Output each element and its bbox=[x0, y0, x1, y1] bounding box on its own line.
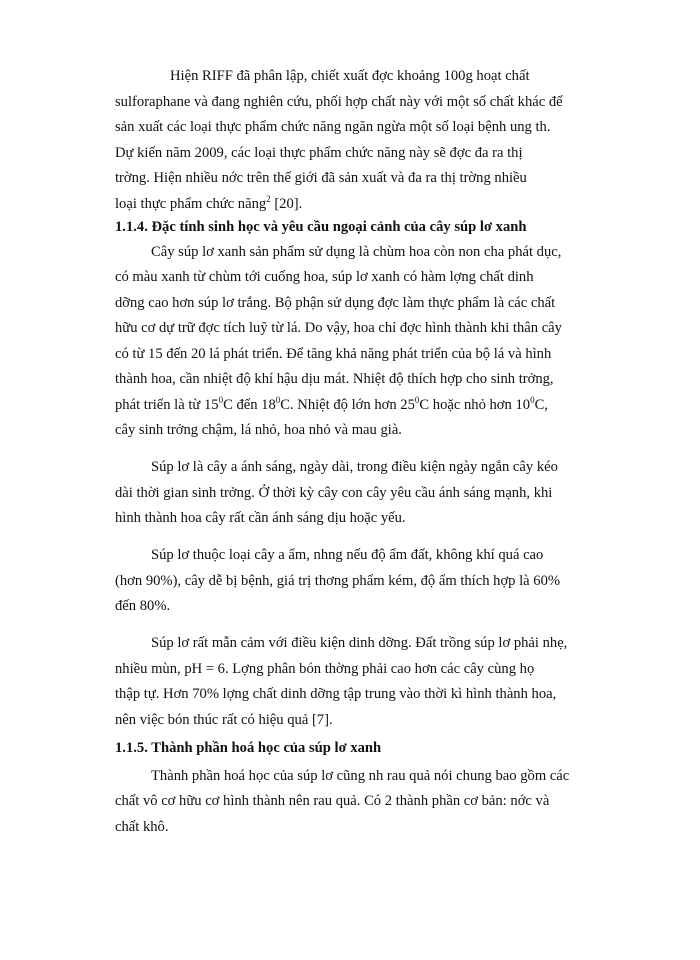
text-span: C. Nhiệt độ lớn hơn 25 bbox=[280, 397, 415, 413]
text-span: phát triển là từ 15 bbox=[115, 397, 219, 413]
text-span: C, bbox=[534, 397, 548, 413]
superscript: 0 bbox=[275, 395, 281, 406]
text-line: Thành phần hoá học của súp lơ cũng nh rau quả nói chung bao gồm các bbox=[151, 768, 570, 784]
text-line bbox=[115, 192, 635, 218]
text-line: nhiều mùn, pH = 6. Lợng phân bón thờng phải cao hơn các cây cùng họ bbox=[115, 661, 535, 677]
text-line: sản xuất các loại thực phẩm chức năng ngăn ngừa một số loại bệnh ung th. bbox=[115, 119, 551, 135]
text-line bbox=[115, 393, 635, 419]
text-line: cây sinh trởng chậm, lá nhỏ, hoa nhỏ và mau già. bbox=[115, 422, 402, 438]
text-span: C đến 18 bbox=[223, 397, 276, 413]
section-heading-1-1-5: 1.1.5. Thành phần hoá học của súp lơ xanh bbox=[115, 740, 382, 756]
text-line: Súp lơ thuộc loại cây a ẩm, nhng nếu độ ẩm đất, không khí quá cao bbox=[151, 547, 544, 563]
text-span: loại thực phẩm chức năng bbox=[115, 196, 267, 212]
text-line: Cây súp lơ xanh sản phẩm sử dụng là chùm hoa còn non cha phát dục, bbox=[151, 244, 562, 260]
text-line: chất vô cơ hữu cơ hình thành nên rau quả. Có 2 thành phần cơ bản: nớc và bbox=[115, 793, 550, 809]
text-line: Hiện RIFF đã phân lập, chiết xuất đợc khoảng 100g hoạt chất bbox=[170, 68, 530, 84]
text-span: C hoặc nhỏ hơn 10 bbox=[419, 397, 531, 413]
text-line: Dự kiến năm 2009, các loại thực phẩm chức năng này sẽ đợc đa ra thị bbox=[115, 145, 523, 161]
superscript: 0 bbox=[414, 395, 420, 406]
text-line: (hơn 90%), cây dễ bị bệnh, giá trị thơng phẩm kém, độ ẩm thích hợp là 60% bbox=[115, 573, 561, 589]
text-line: dỡng cao hơn súp lơ trắng. Bộ phận sử dụng đợc làm thực phẩm là các chất bbox=[115, 295, 556, 311]
text-line: có từ 15 đến 20 lá phát triển. Để tăng khả năng phát triển của bộ lá và hình bbox=[115, 346, 552, 362]
section-heading-1-1-4: 1.1.4. Đặc tính sinh học và yêu cầu ngoại cảnh của cây súp lơ xanh bbox=[115, 219, 527, 235]
text-line: sulforaphane và đang nghiên cứu, phối hợp chất này với một số chất khác để bbox=[115, 94, 563, 110]
text-line: thành hoa, cần nhiệt độ khí hậu dịu mát. Nhiệt độ thích hợp cho sinh trởng, bbox=[115, 371, 554, 387]
text-line: dài thời gian sinh trởng. Ở thời kỳ cây con cây yêu cầu ánh sáng mạnh, khi bbox=[115, 485, 553, 501]
superscript: 0 bbox=[218, 395, 224, 406]
text-line: có màu xanh từ chùm tới cuống hoa, súp lơ xanh có hàm lợng chất dinh bbox=[115, 269, 534, 285]
text-line: hữu cơ dự trữ đợc tích luỹ từ lá. Do vậy, hoa chỉ đợc hình thành khi thân cây bbox=[115, 320, 562, 336]
text-line: nên việc bón thúc rất có hiệu quả [7]. bbox=[115, 712, 333, 728]
text-line: hình thành hoa cây rất cần ánh sáng dịu hoặc yếu. bbox=[115, 510, 406, 526]
text-line: đến 80%. bbox=[115, 598, 171, 614]
text-line: Súp lơ là cây a ánh sáng, ngày dài, trong điều kiện ngày ngắn cây kéo bbox=[151, 459, 558, 475]
text-line: Súp lơ rất mẫn cảm với điều kiện dinh dỡng. Đất trồng súp lơ phải nhẹ, bbox=[151, 635, 568, 651]
footnote-ref: 2 bbox=[266, 194, 271, 205]
superscript: 0 bbox=[530, 395, 535, 406]
text-line: chất khô. bbox=[115, 819, 169, 835]
text-line: thập tự. Hơn 70% lợng chất dinh dỡng tập trung vào thời kì hình thành hoa, bbox=[115, 686, 557, 702]
text-span: [20]. bbox=[270, 196, 303, 212]
text-line: trờng. Hiện nhiều nớc trên thế giới đã sản xuất và đa ra thị trờng nhiều bbox=[115, 170, 527, 186]
